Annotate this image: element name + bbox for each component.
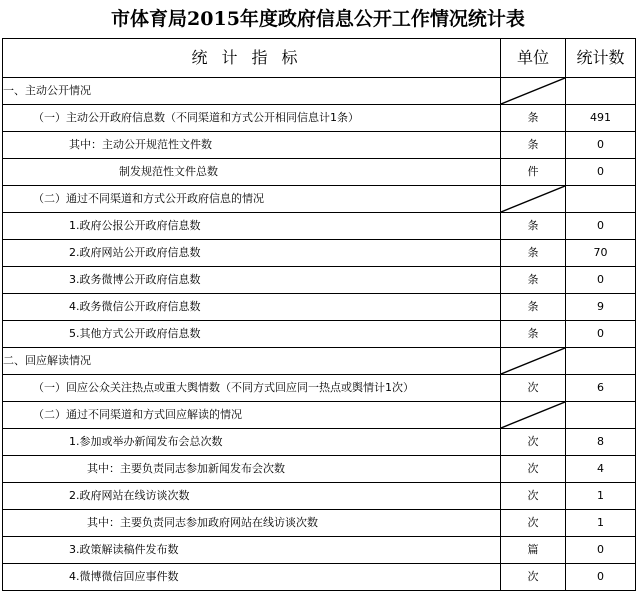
table-row xyxy=(3,186,636,213)
table-row xyxy=(3,510,636,537)
indicator-cell: 2.政府网站公开政府信息数 xyxy=(3,240,501,267)
count-cell xyxy=(566,402,636,429)
count-cell xyxy=(566,348,636,375)
unit-cell: 次 xyxy=(501,429,566,456)
count-cell: 8 xyxy=(566,429,636,456)
table-row xyxy=(3,537,636,564)
table-row xyxy=(3,321,636,348)
unit-cell: 次 xyxy=(501,510,566,537)
table-row xyxy=(3,429,636,456)
indicator-cell: 其中：主动公开规范性文件数 xyxy=(3,132,501,159)
table-header-row xyxy=(3,39,636,78)
unit-cell xyxy=(501,78,566,105)
indicator-cell: 二、回应解读情况 xyxy=(3,348,501,375)
table-row xyxy=(3,348,636,375)
unit-cell: 条 xyxy=(501,321,566,348)
unit-cell: 条 xyxy=(501,105,566,132)
unit-cell: 条 xyxy=(501,240,566,267)
unit-cell: 件 xyxy=(501,159,566,186)
table-row xyxy=(3,105,636,132)
count-cell: 4 xyxy=(566,456,636,483)
indicator-cell: （一）主动公开政府信息数（不同渠道和方式公开相同信息计1条） xyxy=(3,105,501,132)
count-cell: 0 xyxy=(566,564,636,591)
indicator-cell: 制发规范性文件总数 xyxy=(3,159,501,186)
table-row xyxy=(3,564,636,591)
statistics-table xyxy=(2,38,636,591)
unit-cell xyxy=(501,186,566,213)
count-cell: 6 xyxy=(566,375,636,402)
table-row xyxy=(3,456,636,483)
count-cell: 1 xyxy=(566,510,636,537)
table-row xyxy=(3,159,636,186)
table-row xyxy=(3,402,636,429)
unit-cell: 次 xyxy=(501,456,566,483)
page-title: 市体育局2015年度政府信息公开工作情况统计表 xyxy=(111,8,525,30)
indicator-cell: （二）通过不同渠道和方式回应解读的情况 xyxy=(3,402,501,429)
diagonal-slash xyxy=(501,186,565,212)
indicator-cell: 2.政府网站在线访谈次数 xyxy=(3,483,501,510)
diagonal-slash xyxy=(501,348,565,374)
indicator-cell: （一）回应公众关注热点或重大舆情数（不同方式回应同一热点或舆情计1次） xyxy=(3,375,501,402)
unit-cell: 次 xyxy=(501,483,566,510)
indicator-cell: 1.政府公报公开政府信息数 xyxy=(3,213,501,240)
count-cell xyxy=(566,78,636,105)
table-row xyxy=(3,267,636,294)
count-cell: 1 xyxy=(566,483,636,510)
indicator-cell: 其中：主要负责同志参加新闻发布会次数 xyxy=(3,456,501,483)
count-cell: 0 xyxy=(566,267,636,294)
table-row xyxy=(3,240,636,267)
unit-cell: 条 xyxy=(501,294,566,321)
header-indicator: 统计指标 xyxy=(3,39,501,78)
count-cell: 0 xyxy=(566,159,636,186)
table-row xyxy=(3,213,636,240)
table-row xyxy=(3,78,636,105)
indicator-cell: 其中：主要负责同志参加政府网站在线访谈次数 xyxy=(3,510,501,537)
count-cell: 0 xyxy=(566,213,636,240)
indicator-cell: （二）通过不同渠道和方式公开政府信息的情况 xyxy=(3,186,501,213)
count-cell: 0 xyxy=(566,321,636,348)
unit-cell: 条 xyxy=(501,132,566,159)
indicator-cell: 4.微博微信回应事件数 xyxy=(3,564,501,591)
table-row xyxy=(3,132,636,159)
header-count: 统计数 xyxy=(566,39,636,78)
table-row xyxy=(3,375,636,402)
indicator-cell: 1.参加或举办新闻发布会总次数 xyxy=(3,429,501,456)
unit-cell: 条 xyxy=(501,213,566,240)
diagonal-slash xyxy=(501,78,565,104)
indicator-cell: 3.政务微博公开政府信息数 xyxy=(3,267,501,294)
unit-cell: 次 xyxy=(501,375,566,402)
count-cell: 0 xyxy=(566,132,636,159)
count-cell xyxy=(566,186,636,213)
indicator-cell: 5.其他方式公开政府信息数 xyxy=(3,321,501,348)
unit-cell: 次 xyxy=(501,564,566,591)
indicator-cell: 4.政务微信公开政府信息数 xyxy=(3,294,501,321)
count-cell: 0 xyxy=(566,537,636,564)
unit-cell xyxy=(501,348,566,375)
header-unit: 单位 xyxy=(501,39,566,78)
table-row xyxy=(3,483,636,510)
count-cell: 9 xyxy=(566,294,636,321)
unit-cell: 篇 xyxy=(501,537,566,564)
unit-cell xyxy=(501,402,566,429)
indicator-cell: 3.政策解读稿件发布数 xyxy=(3,537,501,564)
table-row xyxy=(3,294,636,321)
indicator-cell: 一、主动公开情况 xyxy=(3,78,501,105)
count-cell: 491 xyxy=(566,105,636,132)
diagonal-slash xyxy=(501,402,565,428)
count-cell: 70 xyxy=(566,240,636,267)
unit-cell: 条 xyxy=(501,267,566,294)
table-body xyxy=(3,78,636,591)
